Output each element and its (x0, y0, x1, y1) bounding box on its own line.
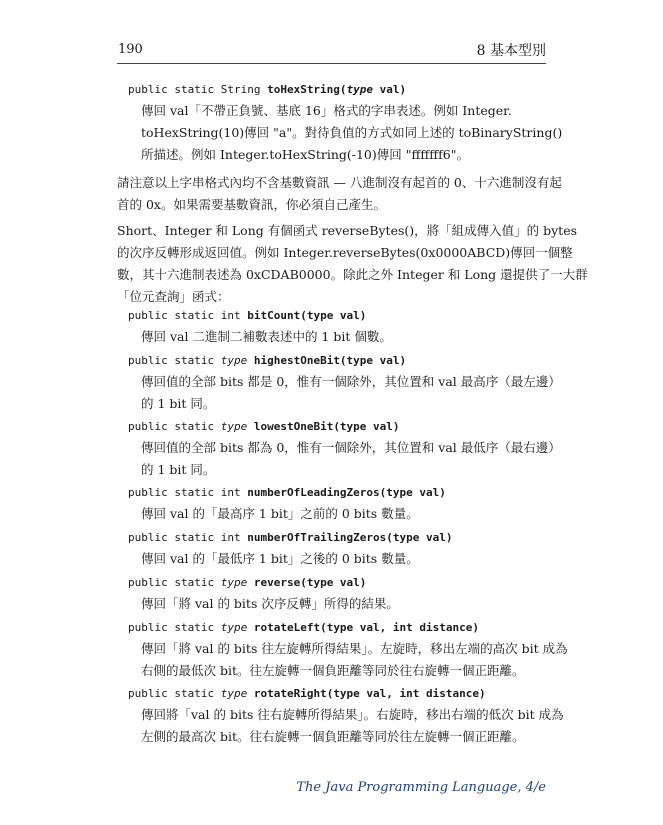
signature-prefix: public static int (128, 531, 248, 544)
method-name: lowestOneBit(type val) (253, 420, 400, 433)
method-signature-numberoftrailingzeros (128, 531, 453, 544)
method-name: numberOfTrailingZeros(type val) (247, 531, 453, 544)
method-name: bitCount(type val) (247, 309, 367, 322)
method-signature-bitcount (128, 309, 366, 322)
method-name: numberOfLeadingZeros(type val) (247, 486, 446, 499)
signature-prefix: public static (128, 621, 221, 634)
signature-prefix: public static (128, 576, 221, 589)
signature-prefix: public static (128, 687, 221, 700)
type-param: type (220, 621, 248, 634)
type-param: type (220, 576, 248, 589)
book-title-footer: The Java Programming Language, 4/e (296, 780, 546, 795)
method-signature-rotateleft (128, 621, 479, 634)
method-name: reverse(type val) (253, 576, 367, 589)
type-param: type (220, 354, 248, 367)
method-signature-lowestonebit (128, 420, 400, 433)
signature-prefix: public static String (128, 83, 268, 96)
paragraph-reverse-bytes (117, 220, 588, 308)
method-name: highestOneBit(type val) (253, 354, 407, 367)
desc-line: 右側的最低次 bit。往左旋轉一個負距離等同於往右旋轉一個正距離。 (141, 663, 525, 678)
desc-line: 的 1 bit 同。 (141, 462, 216, 477)
desc-line: 所描述。例如 Integer.toHexString(-10)傳回 "fffffff6"。 (141, 147, 469, 162)
page-number: 190 (118, 42, 143, 57)
method-description-bitcount (141, 326, 545, 348)
desc-line: 傳回「將 val 的 bits 往左旋轉所得結果」。左旋時，移出左端的高次 bit 成為 (141, 641, 568, 656)
method-name: toHexString( (267, 83, 347, 96)
method-description-reverse (141, 593, 545, 615)
signature-prefix: public static (128, 354, 221, 367)
para-line: 請注意以上字串格式內均不含基數資訊 — 八進制沒有起首的 0、十六進制沒有起 (117, 175, 562, 190)
para-line: 「位元查詢」函式： (117, 289, 230, 304)
method-signature-reverse (128, 576, 366, 589)
signature-suffix: val) (373, 83, 407, 96)
type-param: type (220, 420, 248, 433)
signature-prefix: public static (128, 420, 221, 433)
method-description-rotateleft (141, 638, 568, 682)
type-param: type (220, 687, 248, 700)
type-param: type (346, 83, 374, 96)
method-description-highestonebit (141, 371, 561, 415)
method-signature-highestonebit (128, 354, 406, 367)
method-description-rotateright (141, 704, 564, 748)
para-line: 數，其十六進制表述為 0xCDAB0000。除此之外 Integer 和 Long 還提供了一大群 (117, 267, 588, 282)
method-description-numberofleadingzeros (141, 503, 545, 525)
desc-line: 傳回 val「不帶正負號、基底 16」格式的字串表述。例如 Integer. (141, 103, 512, 118)
para-line: 首的 0x。如果需要基數資訊，你必須自己產生。 (117, 197, 386, 212)
desc-line: 傳回將「val 的 bits 往右旋轉所得結果」。右旋時，移出右端的低次 bit 成為 (141, 707, 564, 722)
method-description-lowestonebit (141, 437, 561, 481)
signature-prefix: public static int (128, 486, 248, 499)
method-description-tohexstring (141, 100, 563, 166)
desc-line: 的 1 bit 同。 (141, 396, 216, 411)
desc-line: 傳回「將 val 的 bits 次序反轉」所得的結果。 (141, 596, 399, 611)
paragraph-radix-note (117, 172, 562, 216)
method-signature-numberofleadingzeros (128, 486, 446, 499)
method-description-numberoftrailingzeros (141, 548, 545, 570)
method-name: rotateLeft(type val, int distance) (253, 621, 480, 634)
chapter-title: 8 基本型別 (476, 43, 546, 59)
method-signature-tohexstring (128, 83, 406, 96)
method-name: rotateRight(type val, int distance) (253, 687, 486, 700)
desc-line: 傳回 val 的「最高序 1 bit」之前的 0 bits 數量。 (141, 506, 419, 521)
desc-line: 傳回值的全部 bits 都為 0，惟有一個除外，其位置和 val 最低序（最右邊） (141, 440, 561, 455)
desc-line: 傳回 val 的「最低序 1 bit」之後的 0 bits 數量。 (141, 551, 419, 566)
header-rule (117, 63, 546, 64)
desc-line: 傳回值的全部 bits 都是 0，惟有一個除外，其位置和 val 最高序（最左邊） (141, 374, 561, 389)
signature-prefix: public static int (128, 309, 248, 322)
method-signature-rotateright (128, 687, 486, 700)
desc-line: toHexString(10)傳回 "a"。對待負值的方式如同上述的 toBinaryString() (141, 125, 563, 140)
desc-line: 左側的最高次 bit。往右旋轉一個負距離等同於往左旋轉一個正距離。 (141, 729, 525, 744)
desc-line: 傳回 val 二進制二補數表述中的 1 bit 個數。 (141, 329, 392, 344)
para-line: 的次序反轉形成返回值。例如 Integer.reverseBytes(0x0000ABCD)傳回一個整 (117, 245, 573, 260)
para-line: Short、Integer 和 Long 有個函式 reverseBytes()，將「組成傳入值」的 bytes (117, 223, 578, 238)
